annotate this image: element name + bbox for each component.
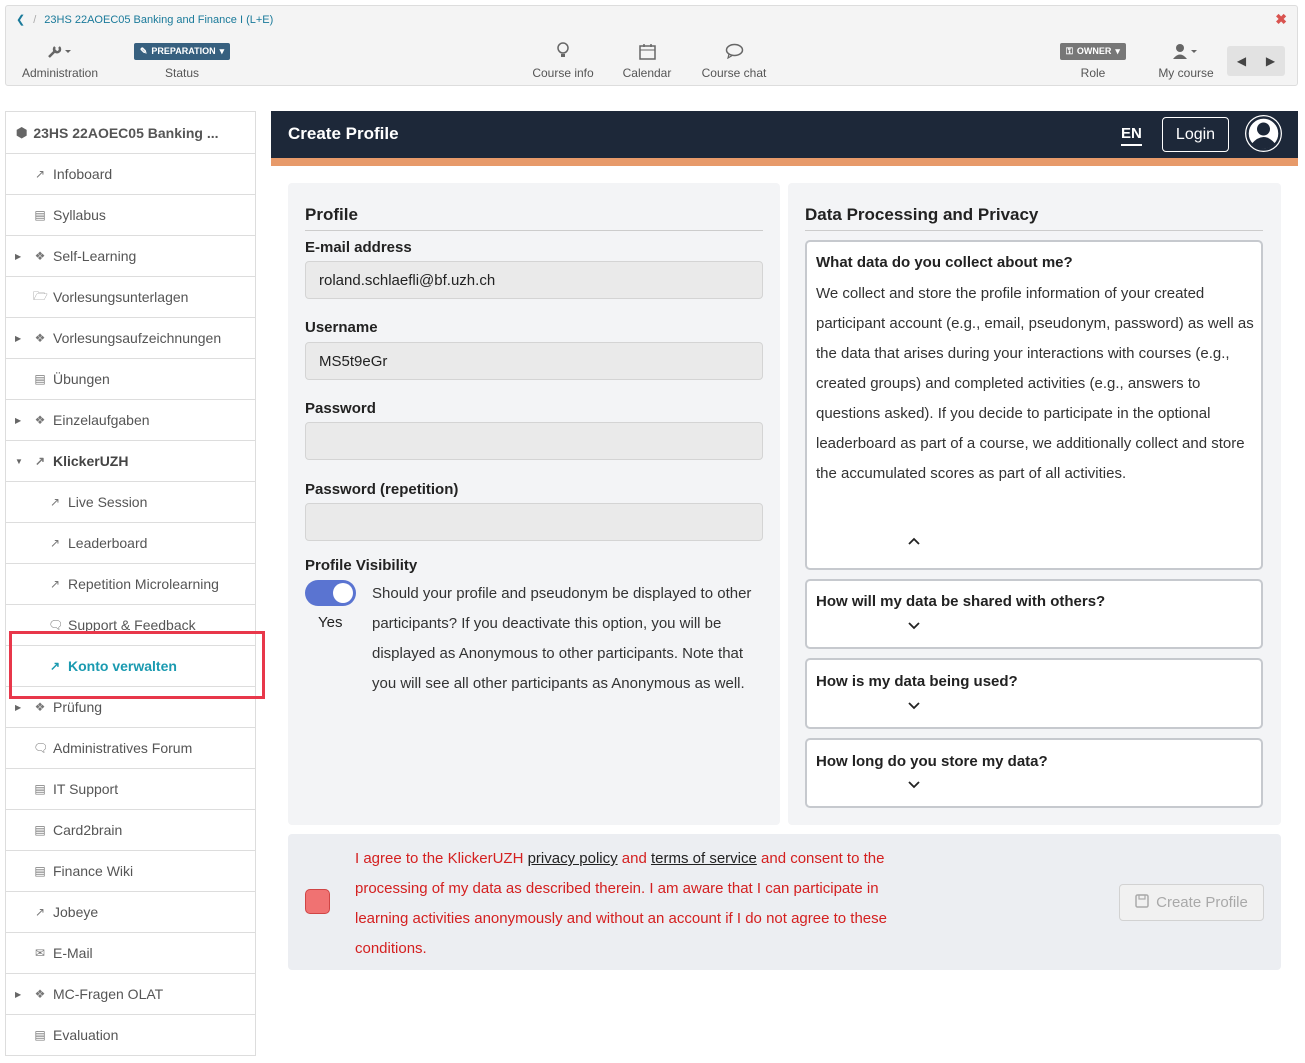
caret-right-icon[interactable]: ▶ <box>15 415 22 425</box>
password-repetition-label: Password (repetition) <box>305 481 459 498</box>
calendar-icon <box>617 40 677 62</box>
login-button[interactable]: Login <box>1162 117 1229 152</box>
cubes-icon: ❖ <box>34 413 46 427</box>
accordion-question[interactable]: How will my data be shared with others? <box>816 593 1106 610</box>
terms-of-service-link[interactable]: terms of service <box>650 850 757 867</box>
sidebar-item-finance-wiki[interactable]: ▤ Finance Wiki <box>6 851 255 892</box>
sidebar-item-live-session[interactable]: ↗ Live Session <box>6 482 255 523</box>
accordion-question[interactable]: What data do you collect about me? <box>816 254 1073 271</box>
caret-down-icon: ▾ <box>219 45 225 56</box>
toggle-state-label: Yes <box>318 614 343 631</box>
sidebar-item-pruefung[interactable]: ▶ ❖ Prüfung <box>6 687 255 728</box>
caret-down-icon[interactable]: ▼ <box>15 456 23 466</box>
file-icon: ▤ <box>34 208 46 222</box>
sidebar-item-einzelaufgaben[interactable]: ▶ ❖ Einzelaufgaben <box>6 400 255 441</box>
sidebar-item-email[interactable]: ✉ E-Mail <box>6 933 255 974</box>
cube-icon: ⬢ <box>16 124 28 140</box>
cubes-icon: ❖ <box>34 700 46 714</box>
external-link-icon: ↗ <box>34 454 46 468</box>
administration-menu[interactable] <box>20 40 100 80</box>
accordion-data-used[interactable] <box>805 658 1263 729</box>
external-link-icon: ↗ <box>49 659 61 673</box>
role-menu[interactable] <box>1056 40 1130 80</box>
file-icon: ▤ <box>34 1028 46 1042</box>
user-icon <box>1154 40 1218 62</box>
chat-icon: 🗨 <box>33 741 49 755</box>
previous-arrow-icon[interactable]: ◀ <box>1236 54 1247 68</box>
sidebar-item-administratives-forum[interactable]: 🗨 Administratives Forum <box>6 728 255 769</box>
status-label: Status <box>164 66 200 80</box>
chevron-down-icon[interactable] <box>907 700 921 714</box>
chevron-down-icon[interactable] <box>907 779 921 793</box>
app-header <box>271 111 1298 158</box>
sidebar-item-repetition-microlearning[interactable]: ↗ Repetition Microlearning <box>6 564 255 605</box>
sidebar-item-syllabus[interactable]: ▤ Syllabus <box>6 195 255 236</box>
username-field[interactable]: MS5t9eGr <box>305 342 763 380</box>
course-info-label: Course info <box>532 66 594 80</box>
profile-visibility-label: Profile Visibility <box>305 557 418 574</box>
lightbulb-icon <box>528 40 598 62</box>
username-label: Username <box>305 319 378 336</box>
consent-section <box>288 834 1281 970</box>
role-label: Role <box>1080 66 1106 80</box>
external-link-icon: ↗ <box>34 905 46 919</box>
caret-right-icon[interactable]: ▶ <box>15 251 22 261</box>
save-icon <box>1135 894 1149 912</box>
profile-heading: Profile <box>305 205 763 231</box>
consent-text: I agree to the KlickerUZH privacy policy and terms of service and consent to the processing of my data as described therein. I am aware that I can participate in learning activities anonymously and without an account if I do not agree to these conditions. <box>355 850 887 957</box>
chat-icon: 🗨 <box>48 618 64 632</box>
email-label: E-mail address <box>305 239 412 256</box>
cubes-icon: ❖ <box>34 331 46 345</box>
caret-right-icon[interactable]: ▶ <box>15 989 22 999</box>
sidebar-item-uebungen[interactable]: ▤ Übungen <box>6 359 255 400</box>
sidebar-item-leaderboard[interactable]: ↗ Leaderboard <box>6 523 255 564</box>
sidebar-item-infoboard[interactable]: ↗ Infoboard <box>6 154 255 195</box>
external-link-icon: ↗ <box>49 495 61 509</box>
accordion-data-storage[interactable] <box>805 738 1263 808</box>
chevron-up-icon[interactable] <box>907 535 921 549</box>
header-accent-stripe <box>271 158 1298 166</box>
pencil-icon: ✎ <box>139 45 148 56</box>
profile-panel <box>288 183 780 825</box>
accordion-question[interactable]: How long do you store my data? <box>816 753 1048 770</box>
password-label: Password <box>305 400 376 417</box>
accordion-answer: We collect and store the profile information of your created participant account (e.g., email, pseudonym, password) as well as the data that arises during your interactions with courses (e.g., created groups) and completed activities (e.g., answers to questions asked). If you decide to participate in the optional leaderboard as part of a course, we additionally collect and store the accumulated scores as part of all activities. <box>816 285 1254 482</box>
highlight-annotation-box <box>9 631 265 699</box>
role-badge[interactable]: ⚿ OWNER ▾ <box>1060 43 1126 60</box>
wrench-icon <box>20 40 100 62</box>
accordion-data-collected[interactable] <box>805 240 1263 570</box>
administration-label: Administration <box>21 66 99 80</box>
calendar-label: Calendar <box>622 66 672 80</box>
cubes-icon: ❖ <box>34 987 46 1001</box>
breadcrumb-separator: / <box>33 13 37 26</box>
file-icon: ▤ <box>34 372 46 386</box>
profile-visibility-toggle[interactable] <box>305 580 356 606</box>
user-avatar-icon[interactable] <box>1245 115 1282 152</box>
sidebar-item-self-learning[interactable]: ▶ ❖ Self-Learning <box>6 236 255 277</box>
sidebar-item-vorlesungsunterlagen[interactable]: 🗁 Vorlesungsunterlagen <box>6 277 255 318</box>
file-icon: ▤ <box>34 823 46 837</box>
course-sidebar <box>5 111 256 1056</box>
cubes-icon: ❖ <box>34 249 46 263</box>
caret-right-icon[interactable]: ▶ <box>15 333 22 343</box>
privacy-panel <box>788 183 1281 825</box>
password-repetition-field[interactable] <box>305 503 763 541</box>
external-link-icon: ↗ <box>34 167 46 181</box>
breadcrumb-course-link[interactable]: 23HS 22AOEC05 Banking and Finance I (L+E) <box>44 13 274 26</box>
my-course-menu[interactable] <box>1154 40 1218 80</box>
chat-bubble-icon <box>696 40 772 62</box>
language-switch[interactable]: EN <box>1121 125 1142 146</box>
course-chat-button[interactable] <box>696 40 772 80</box>
sidebar-course-title[interactable]: ⬢ 23HS 22AOEC05 Banking ... <box>6 112 255 154</box>
caret-right-icon[interactable]: ▶ <box>15 702 22 712</box>
external-link-icon: ↗ <box>49 577 61 591</box>
password-field[interactable] <box>305 422 763 460</box>
accordion-question[interactable]: How is my data being used? <box>816 673 1018 690</box>
consent-checkbox[interactable] <box>305 889 330 914</box>
visibility-description: Should your profile and pseudonym be displayed to other participants? If you deactivate this option, you will be displayed as Anonymous to other participants. Note that you will see all other participants as Anonymous as well. <box>372 585 752 692</box>
status-badge[interactable]: ✎ PREPARATION ▾ <box>134 43 230 60</box>
chevron-down-icon[interactable] <box>907 620 921 634</box>
course-info-button[interactable] <box>528 40 598 80</box>
file-icon: ▤ <box>34 864 46 878</box>
privacy-policy-link[interactable]: privacy policy <box>527 850 618 867</box>
accordion-data-shared[interactable] <box>805 579 1263 649</box>
close-icon[interactable]: ✖ <box>1275 11 1287 27</box>
course-chat-label: Course chat <box>701 66 767 80</box>
course-toolbar <box>5 5 1298 86</box>
app-title: Create Profile <box>288 124 399 143</box>
sidebar-item-it-support[interactable]: ▤ IT Support <box>6 769 255 810</box>
sidebar-item-jobeye[interactable]: ↗ Jobeye <box>6 892 255 933</box>
key-icon: ⚿ <box>1066 45 1073 56</box>
sidebar-item-konto-verwalten[interactable]: ↗ Konto verwalten <box>6 646 255 687</box>
email-field[interactable]: roland.schlaefli@bf.uzh.ch <box>305 261 763 299</box>
breadcrumb <box>16 13 273 26</box>
external-link-icon: ↗ <box>49 536 61 550</box>
create-profile-button[interactable]: Create Profile <box>1119 884 1264 921</box>
privacy-heading: Data Processing and Privacy <box>805 205 1263 231</box>
sidebar-item-klickeruzh[interactable]: ▼ ↗ KlickerUZH <box>6 441 255 482</box>
next-arrow-icon[interactable]: ▶ <box>1265 54 1276 68</box>
calendar-button[interactable] <box>617 40 677 80</box>
sidebar-item-vorlesungsaufzeichnungen[interactable]: ▶ ❖ Vorlesungsaufzeichnungen <box>6 318 255 359</box>
course-nav-arrows <box>1227 46 1285 76</box>
sidebar-item-mc-fragen-olat[interactable]: ▶ ❖ MC-Fragen OLAT <box>6 974 255 1015</box>
sidebar-item-evaluation[interactable]: ▤ Evaluation <box>6 1015 255 1056</box>
sidebar-item-support-feedback[interactable]: 🗨 Support & Feedback <box>6 605 255 646</box>
file-icon: ▤ <box>34 782 46 796</box>
caret-down-icon: ▾ <box>1115 45 1120 56</box>
my-course-label: My course <box>1158 66 1214 80</box>
mail-icon: ✉ <box>34 946 46 960</box>
sidebar-item-card2brain[interactable]: ▤ Card2brain <box>6 810 255 851</box>
back-chevron-icon[interactable]: ❮ <box>16 14 26 26</box>
status-menu[interactable] <box>130 40 234 80</box>
folder-icon: 🗁 <box>33 288 48 303</box>
